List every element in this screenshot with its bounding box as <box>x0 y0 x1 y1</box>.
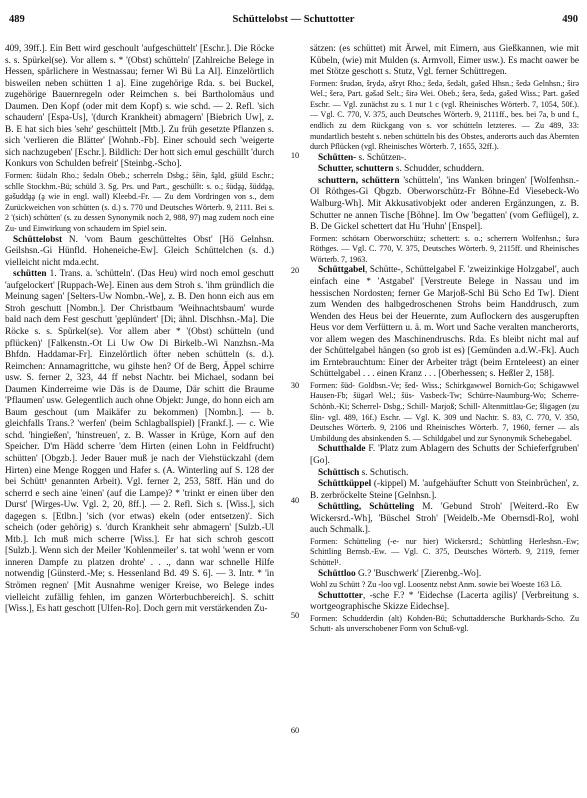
etymology-note: Formen: šüd- Goldbsn.-Ve; šed- Wiss.; Schirkgawwel Bornich-Go; Schigawwel Hausen-Fb; šügərl Wel.; šüs- Vasbeck-Tw; Schürre-Naumburg-Wo; Scherre- Schönb.-Ki; Scherrel- Dsbg.; Schill- Marjoß; Schill- Altenmittlau-Ge; šligəgen (zu šlin- vgl. 489, 16f.) Eschr. — Vgl. K. 309 und Nachtr. S. 83, C. 770, V. 350, Deutsches Wörterb. 9, 2106 und Rheinisches Wörterb. 7, 1960, ferner — als Umbildung des absinkenden S. — Schildgabel und zur Synonymik Schebegabel. <box>310 380 579 443</box>
headword: Schüttküppel <box>318 479 372 490</box>
etymology-note: Wohl zu Schütt ? Zu -loo vgl. Loosentz nebst Anm. sowie bei Woeste 163 Lō. <box>310 580 562 590</box>
headword: Schütten- <box>318 152 357 163</box>
dictionary-entry: Schütten- s. Schützen-. <box>318 152 407 163</box>
etymology-note: Formen: šüdəln Rho.; šedəln Obeb.; scherreln Dsbg.; šēin, šḁld, gšüld Eschr.; schlle Stockhm.-Bü; schüld 3. Sg. Prs. und Part., geschüllt: s. o.; šüdḁḁ, šüddḁḁ, gəšuddḁḁ (ḁ wie in engl. wall) Kleebd.-Fr. — Zu dem Vordringen von s., dem Zurückweichen von schütten (s. d.) s. 770 und Deutsches Wörterb. 9, 2111. Bei s. 2 '(sich) schütten' (s. zu dessen Synonymik noch 2, 988, 97) mag zudem noch eine Zu- und Einwirkung von schaudern im Spiel sein. <box>5 171 274 233</box>
dictionary-entry: Schüttisch s. Schutisch. <box>318 467 409 478</box>
dictionary-entry: Schutthalde F. 'Platz zum Ablagern des Schutts der Schieferfgruben' [Go]. <box>310 444 579 466</box>
line-number: 60 <box>290 726 300 735</box>
dictionary-entry: Schüttling, Schütteling M. 'Gebund Stroh' [Weiterd.-Ro Ew Wickersrd.-Wh], 'Büschel Stroh' [Weidelb.-Me Obernsdl-Ro], wohl auch Schmalk.]. <box>310 502 579 536</box>
headword: Schuttotter <box>318 590 363 601</box>
right-column <box>310 44 579 635</box>
headword: Schüttloo <box>318 568 356 579</box>
headword: Schüttelobst <box>13 234 63 245</box>
headword: schuttern, schüttern <box>318 175 400 186</box>
line-number: 30 <box>290 381 300 390</box>
etymology-note: Formen: Schütteling (-e- nur hier) Wickersrd.; Schüttling Herleshsn.-Ew; Schittling Bernsb.-Ew. — Vgl. C. 375, Deutsches Wörterb. 9, 2119, ferner Schüttel¹. <box>310 536 579 567</box>
dictionary-entry: Schüttloo G.? 'Buschwerk' [Zierenbg.-Wo]. <box>318 568 482 579</box>
dictionary-entry: Schüttküppel (-kippel) M. 'aufgehäufter Schutt von Steinbrüchen', z. B. zerbröckelte Steine [Gelnhsn.]. <box>310 479 579 501</box>
page-number-right: 490 <box>562 14 578 25</box>
dictionary-entry: sätzen: (es schüttet) mit Ärwel, mit Eimern, aus Gießkannen, wie mit Kübeln, (wie) mit Mulden (s. Armvoll, Eimer usw.). Es macht oawer be met Stötze geschott s. Stutz, Vgl. ferner Schüttregen. <box>310 44 579 78</box>
etymology-note: Formen: schötərn Oberworschütz; schettert: s. o.; scherrern Wolfenhsn.; šurə Röthges. — Vgl. C. 770, V. 375, Deutsches Wörterb. 9, 2115ff. und Rheinisches Wörterb. 7, 1963. <box>310 233 579 264</box>
dictionary-entry: Schuttotter, -sche F.? * 'Eidechse (Lacerta agilis)' [Verbreitung s. wortgeographische Skizze Eidechse]. <box>310 590 579 613</box>
page-header <box>9 14 578 28</box>
headword: Schutter, schuttern <box>318 164 394 175</box>
etymology-note: Formen: šrudən, šrydə, ašryt Rho.; šedə, šedəlt, gəšed Hhsn.; šedə Gelnhsn.; širə Wel.; šerə, Part. gəšəd Selt.; širə Wei. Obeb.; šerə, šedə, gəšed Wiss.; Part. gəšed Eschr. — Vgl. zunächst zu s. 1 nur 1 c (vgl. Rheinisches Wörterb. 7, 1054, 50f.). — Vgl. C. 770, V. 375, auch Deutsches Wörterb. 9, 2111ff., bes. bei 7a, b und f., endlich zu dem Rückgang von s. vor schütteln letzteres. — Zu 489, 33: mundartlich besteht s. neben schütteln bis des Obstes, anderorts auch das Abernten durch Pflücken (vgl. Rheinisches Wörterb. 7, 1655, 32ff.). <box>310 78 579 152</box>
line-number: 50 <box>290 611 300 620</box>
line-number: 40 <box>290 496 300 505</box>
dictionary-entry: schuttern, schüttern 'schütteln', 'ins Wanken bringen' [Wolfenhsn.-Ol Röthges-Gi Qbgzb. Oberworschütz-Fr Böhne-Ed Viesebeck-Wo Walburg-Wh]. Mit Akkusativobjekt oder anderen Ergänzungen, z. B. Schutter ne annen Tische [Böhne]. Im Ow 'begatten' (vom Geflügel), z. B. De Gickel schettert dat Hu 'Huhn' [Enspel]. <box>310 175 579 233</box>
headword: Schüttisch <box>318 467 360 478</box>
headword: schütten <box>13 269 47 280</box>
running-title: Schüttelobst — Schuttotter <box>232 14 355 25</box>
headword: Schüttling, Schütteling <box>318 502 415 513</box>
line-number: 20 <box>290 266 300 275</box>
dictionary-entry: Schüttelobst N. 'vom Baum geschütteltes Obst' [Hö Gelnhsn. Geilshsn.-Gi Hünfld. Hoheneiche-Ew]. Gleich Schüttelchen (s. d.) vielleicht nicht mda.echt. <box>5 234 274 268</box>
dictionary-entry: Schüttgabel, Schütte-, Schüttelgabel F. 'zweizinkige Holzgabel', auch einfach eine * 'Astgabel' [Verstreute Belege in Nassau und im hessischen Nordosten; ferner Ge Marjoß-Schl Bü Scho Ed Tw]. Dient zum Wenden des halbgedroschenen Strohs beim Handdrusch, zum Wenden des Heus bei der Heuernte, zum Auflockern des ausgerupften Heus vor dem Verfüttern u. ä. m. Wort und Sache veralten mancherorts, vor allem wegen des Maschinendruschs. Rda. Es bleibt nicht mal auf der Schüttelgabel hängen (so grob ist es) [Gemünden a.d.W.-Fk]. Auch im Erntebrauchtum: Einer der Arbeiter trägt (beim Ernteleest) an einer Schüttelgabel . . . einen Kranz . . . [Oberhessen; s. Heßler 2, 158]. <box>310 265 579 380</box>
dictionary-entry: 409, 39ff.]. Ein Bett wird geschoult 'aufgeschüttelt' [Eschr.]. Die Röcke s. s. Spürkel(se). Vor allem s. * '(Obst) schütteln' [Zahlreiche Belege in Hessen, spärlichere in Westnassau; ferner Wi Bü La Al]. Einzelörtlich bisweilen neben schütten 1 a]. Eine zugehörige Rda. s. bei Buckel, zugehörige Bauernregeln oder Reimchen s. bei Bartholomäus und Daumen. Den Kopf (oder mit dem Kopf) s. wie schd. — 2. Refl. 'sich schaudern' [Espa-Us], '(durch Krankheit) abmagern' [Biebrich Uw], z. B. E hat sich bies 'sehr' geschüttelt [Mtb.]. Zu früh gesetzte Pflanzen s. sich 'verlieren die Blätter' [Wohnb.-Fb]. Einer schould sech 'weigerte sich nachzugeben' [Eschr.]. Bildlich: Der hott sich emul geschüllt 'durch Konkurs von Schulden befreit' [Steinbg.-Scho]. <box>5 44 274 170</box>
dictionary-entry: Schutter, schuttern s. Schudder, schuddern. <box>318 164 485 175</box>
headword: Schutthalde <box>318 444 366 455</box>
page-number-left: 489 <box>9 14 25 25</box>
dictionary-entry: schütten 1. Trans. a. 'schütteln'. (Das Heu) wird noch emol geschutt 'aufgelockert' [Ruppach-We]. Einen aus dem Stroh s. 'ihm gründlich die Meinung sagen' [Selters-Uw Nombn.-We], z. B. Den honn eich aus em Stroh geschutt [Nombn.]. Der Christbaum 'Weihnachtsbaum' wurde bald nach dem Fest geschutt 'geplündert' [Di; ähnl. Dlschhsn.-Ma]. Die Röcke s. s. Spürkel(se). Vor allem aber * '(Obst) schütteln (und pflücken)' [Falkenstn.-Ot Li Uw Ow Di Birkelb.-Wi Nanzhsn.-Ma Bhfdn. Haddamar-Fr]. Einzelörtlich öfter neben schütteln (s. d.). Reimchen: Annamagrittche, wu gihste hen? Of de Berg, Äppel schirre usw. S. ferner 2, 323, 44 ff nebst Nachtr. bei Michael, sodann bei Daumen Kinderreime wie Däs is de Daume, Där schitt die Braume 'Pflaumen' usw. Gelegentlich auch ohne Objekt: Junge, do honn eich am Baum geschout (um Maikäfer zu bekommen) [Nombn.]. — b. gleichfalls Trans.? 'werfen' (beim Schlagballspiel) [Frankf.]. — c. Wie schd. 'hingießen', 'hinstreuen', z. B. Wasser in Krüge, Korn auf den Speicher. D'm Hädd scherre 'dem Hirten (einen Lohn in Feldfrucht) schütten' [Obgzb.]. Jeder Bauer muß je nach der Viehstückzahl (dem Hirten) eine Menge Roggen und Hafer s. (A. Winterling auf S. 128 der bei Schütt¹ genannten Arbeit). Vgl. ferner 2, 253, 58ff. Hän und do scherrd e sech aine 'einen' (auf die Lampe)? * 'trinkt er einen über den Durst' [Wirges-Uw. Vgl. 2, 20, 8ff.]. — 2. Refl. Sich s. [Wiss.], sich dagegen s. [Etlbn.] 'sich (vor etwas) ekeln (oder entsetzen)'. Sich scheich (oder gehörig) s. 'durch Krankheit sehr abmagern' [Sulzb.-Ul Mtb.]. Ich muß mich scherre [Wiss.]. Er hat sich schroh gescott [Sulzb.]. Wenn sich der Meiler 'Kohlenmeiler' s. tat wohl 'wenn er vom inneren Dampfe zu platzen drohte' . . ., dann war schnelle Hilfe notwendig [Günsterd.-Me; s. Hessenland Bd. 49 S. 6]. — 3. Intr. * 'in Strömen regnen' [Mit Ausnahme weniger Kreise, wo Belege indes vielleicht zufällig fehlen, im ganzen Wörterbuchbereich]. S. schitt [Wiss.], Es hatt geschott [Ulfen-Ro]. Doch gern mit verstärkenden Zu- <box>5 269 274 615</box>
line-number: 10 <box>290 151 300 160</box>
etymology-note: Formen: Schudderdin (alt) Kohden-Bü; Schuttaddersche Burkhards-Scho. Zu Schutt- als unverschobener Form von Schuß-vgl. <box>310 613 579 634</box>
left-column <box>5 44 274 616</box>
headword: Schüttgabel <box>318 265 366 276</box>
